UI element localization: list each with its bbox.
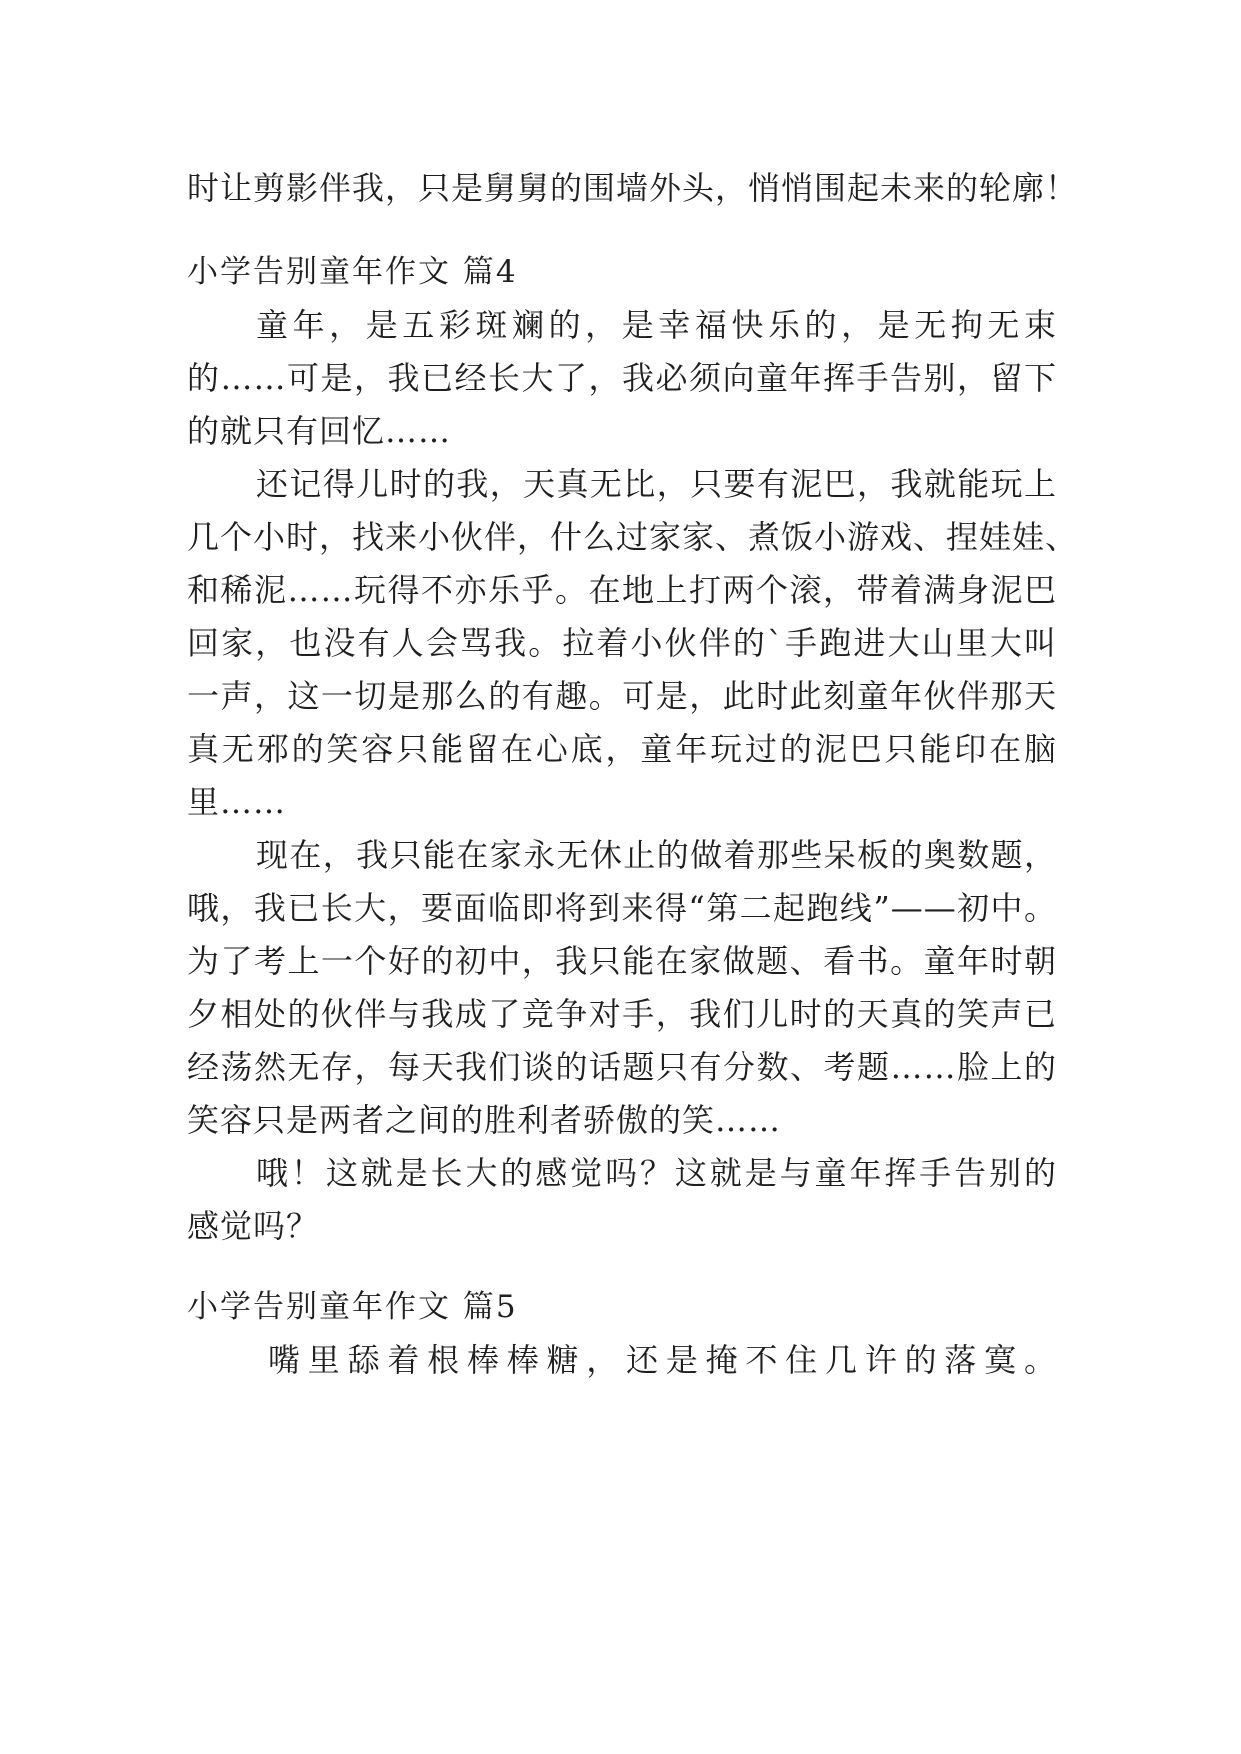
text-line: 笑容只是两者之间的胜利者骄傲的笑…… [187,1101,782,1139]
text-line: 和稀泥……玩得不亦乐乎。在地上打两个滚，带着满身泥巴 [187,571,1057,609]
text-line: 一声，这一切是那么的有趣。可是，此时此刻童年伙伴那天 [187,677,1057,715]
text-line: 真无邪的笑容只能留在心底，童年玩过的泥巴只能印在脑 [187,730,1057,768]
text-line: 哦，我已长大，要面临即将到来得“第二起跑线”——初中。 [187,889,1057,927]
text-line: 经荡然无存，每天我们谈的话题只有分数、考题……脸上的 [187,1048,1057,1086]
text-line: 还记得儿时的我，天真无比，只要有泥巴，我就能玩上 [256,465,1057,503]
text-line: 时让剪影伴我，只是舅舅的围墙外头，悄悄围起未来的轮廓！ [187,169,1079,207]
section-heading: 小学告别童年作文 篇4 [187,254,518,290]
text-line: 哦！这就是长大的感觉吗？这就是与童年挥手告别的 [256,1154,1057,1192]
text-line: 为了考上一个好的初中，我只能在家做题、看书。童年时朝 [187,942,1057,980]
text-line: 几个小时，找来小伙伴，什么过家家、煮饭小游戏、捏娃娃、 [187,518,1079,556]
text-line: 回家，也没有人会骂我。拉着小伙伴的`手跑进大山里大叫 [187,624,1057,662]
text-line: 里…… [187,783,287,821]
text-line: 夕相处的伙伴与我成了竞争对手，我们儿时的天真的笑声已 [187,995,1057,1033]
text-line: 的……可是，我已经长大了，我必须向童年挥手告别，留下 [187,359,1057,397]
text-line: 童年，是五彩斑斓的，是幸福快乐的，是无拘无束 [256,306,1057,344]
text-line: 的就只有回忆…… [187,412,452,450]
section-heading: 小学告别童年作文 篇5 [187,1289,518,1325]
text-line: 现在，我只能在家永无休止的做着那些呆板的奥数题， [256,836,1057,874]
text-line: 嘴里舔着根棒棒糖，还是掩不住几许的落寞。 [268,1341,1057,1379]
text-line: 感觉吗？ [187,1207,320,1245]
